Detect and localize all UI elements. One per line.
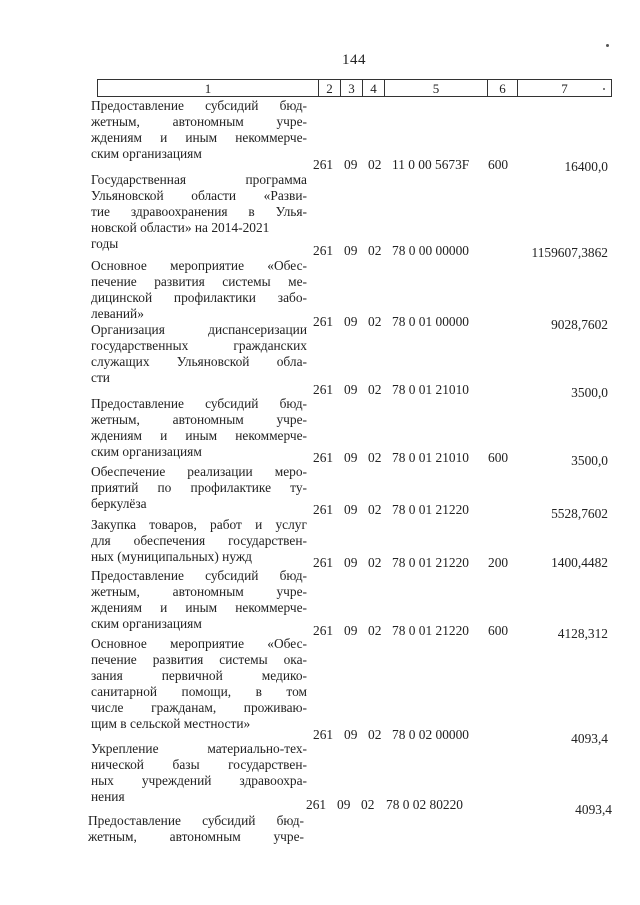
cell-section: 09 <box>344 450 358 465</box>
cell-org-code: 261 <box>306 797 327 812</box>
header-col-7: 7 <box>517 80 611 96</box>
description-line: жетным, автономным учре- <box>91 412 307 427</box>
description-line: новской области» на 2014-2021 <box>91 220 270 235</box>
cell-sum: 1159607,3862 <box>531 245 608 260</box>
description-line: Государственная программа <box>91 172 307 187</box>
description-line: ским организациям <box>91 444 202 459</box>
cell-org-code: 261 <box>313 382 334 397</box>
description-line: Укрепление материально-тех- <box>91 741 307 756</box>
cell-target-article: 78 0 01 21220 <box>392 502 469 517</box>
cell-sum: 3500,0 <box>571 453 608 468</box>
description-line: ждениям и иным некоммерче- <box>91 600 307 615</box>
cell-target-article: 78 0 01 21010 <box>392 450 469 465</box>
row-description <box>91 98 307 162</box>
description-line: ским организациям <box>91 146 202 161</box>
description-line: годы <box>91 236 119 251</box>
description-line: тие здравоохранения в Улья- <box>91 204 307 219</box>
cell-section: 09 <box>344 727 358 742</box>
description-line: Организация диспансеризации <box>91 322 307 337</box>
description-line: ским организациям <box>91 616 202 631</box>
cell-expense-type: 600 <box>488 450 509 465</box>
description-line: для обеспечения государствен- <box>91 533 307 548</box>
cell-target-article: 78 0 01 21010 <box>392 382 469 397</box>
description-line: жетным, автономным учре- <box>91 584 307 599</box>
scan-speck <box>606 44 609 47</box>
header-col-1: 1 <box>204 81 212 96</box>
description-line: сти <box>91 370 110 385</box>
row-description <box>91 636 307 732</box>
description-line: числе гражданам, проживаю- <box>91 700 307 715</box>
cell-sum: 4093,4 <box>571 731 608 746</box>
cell-section: 09 <box>344 623 358 638</box>
cell-expense-type: 600 <box>488 157 509 172</box>
description-line: служащих Ульяновской обла- <box>91 354 307 369</box>
description-line: Закупка товаров, работ и услуг <box>91 517 307 532</box>
page-number: 144 <box>342 52 366 68</box>
description-line: ных учреждений здравоохра- <box>91 773 307 788</box>
row-description <box>91 258 307 322</box>
cell-sum: 1400,4482 <box>551 555 608 570</box>
cell-org-code: 261 <box>313 243 334 258</box>
cell-subsection: 02 <box>361 797 375 812</box>
table-header <box>97 79 612 97</box>
cell-subsection: 02 <box>368 243 382 258</box>
description-line: ждениям и иным некоммерче- <box>91 130 307 145</box>
cell-subsection: 02 <box>368 555 382 570</box>
cell-org-code: 261 <box>313 727 334 742</box>
description-line: беркулёза <box>91 496 147 511</box>
description-line: ждениям и иным некоммерче- <box>91 428 307 443</box>
cell-subsection: 02 <box>368 623 382 638</box>
description-line: дицинской профилактики забо- <box>91 290 307 305</box>
table-row-values <box>0 157 640 173</box>
cell-section: 09 <box>344 157 358 172</box>
row-description <box>91 322 307 386</box>
description-line: Предоставление субсидий бюд- <box>91 98 307 113</box>
table-row-values <box>0 243 640 259</box>
cell-org-code: 261 <box>313 502 334 517</box>
cell-subsection: 02 <box>368 727 382 742</box>
description-line: щим в сельской местности» <box>91 716 251 731</box>
description-line: жетным, автономным учре- <box>91 114 307 129</box>
cell-sum: 4128,312 <box>557 626 608 641</box>
header-col-5: 5 <box>384 80 487 96</box>
description-line: приятий по профилактике ту- <box>91 480 307 495</box>
description-line: санитарной помощи, в том <box>91 684 307 699</box>
cell-org-code: 261 <box>313 555 334 570</box>
cell-target-article: 78 0 01 21220 <box>392 623 469 638</box>
cell-section: 09 <box>344 314 358 329</box>
cell-section: 09 <box>344 243 358 258</box>
description-line: Предоставление субсидий бюд- <box>91 396 307 411</box>
header-col-6: 6 <box>487 80 517 96</box>
header-col-3: 3 <box>340 80 362 96</box>
cell-target-article: 78 0 01 00000 <box>392 314 469 329</box>
cell-org-code: 261 <box>313 623 334 638</box>
cell-subsection: 02 <box>368 382 382 397</box>
cell-org-code: 261 <box>313 450 334 465</box>
cell-target-article: 78 0 02 80220 <box>386 797 463 812</box>
description-line: жетным, автономным учре- <box>88 829 304 844</box>
cell-section: 09 <box>344 555 358 570</box>
cell-subsection: 02 <box>368 450 382 465</box>
description-line: Обеспечение реализации меро- <box>91 464 307 479</box>
cell-org-code: 261 <box>313 157 334 172</box>
cell-target-article: 11 0 00 5673F <box>392 157 470 172</box>
description-line: леваний» <box>91 306 144 321</box>
cell-target-article: 78 0 02 00000 <box>392 727 469 742</box>
description-line: государственных гражданских <box>91 338 307 353</box>
description-line: ных (муниципальных) нужд <box>91 549 252 564</box>
cell-sum: 5528,7602 <box>551 506 608 521</box>
row-description <box>88 813 304 845</box>
cell-sum: 9028,7602 <box>551 317 608 332</box>
description-line: зания первичной медико- <box>91 668 307 683</box>
header-col-4: 4 <box>362 80 384 96</box>
row-description <box>91 172 307 252</box>
description-line: Основное мероприятие «Обес- <box>91 636 307 651</box>
description-line: печение развития системы ока- <box>91 652 307 667</box>
cell-org-code: 261 <box>313 314 334 329</box>
cell-section: 09 <box>344 382 358 397</box>
cell-subsection: 02 <box>368 157 382 172</box>
description-line: нения <box>91 789 125 804</box>
cell-sum: 4093,4 <box>575 802 612 817</box>
cell-subsection: 02 <box>368 502 382 517</box>
cell-sum: 16400,0 <box>564 159 608 174</box>
cell-target-article: 78 0 01 21220 <box>392 555 469 570</box>
description-line: печение развития системы ме- <box>91 274 307 289</box>
description-line: Ульяновской области «Разви- <box>91 188 307 203</box>
table-row-values <box>0 502 640 521</box>
cell-expense-type: 200 <box>488 555 509 570</box>
cell-sum: 3500,0 <box>571 385 608 400</box>
row-description <box>91 741 307 805</box>
description-line: Основное мероприятие «Обес- <box>91 258 307 273</box>
cell-expense-type: 600 <box>488 623 509 638</box>
cell-section: 09 <box>344 502 358 517</box>
description-line: Предоставление субсидий бюд- <box>88 813 304 828</box>
description-line: нической базы государствен- <box>91 757 307 772</box>
cell-subsection: 02 <box>368 314 382 329</box>
header-col-2: 2 <box>318 80 340 96</box>
table-row-values <box>0 797 640 817</box>
cell-target-article: 78 0 00 00000 <box>392 243 469 258</box>
cell-section: 09 <box>337 797 351 812</box>
description-line: Предоставление субсидий бюд- <box>91 568 307 583</box>
